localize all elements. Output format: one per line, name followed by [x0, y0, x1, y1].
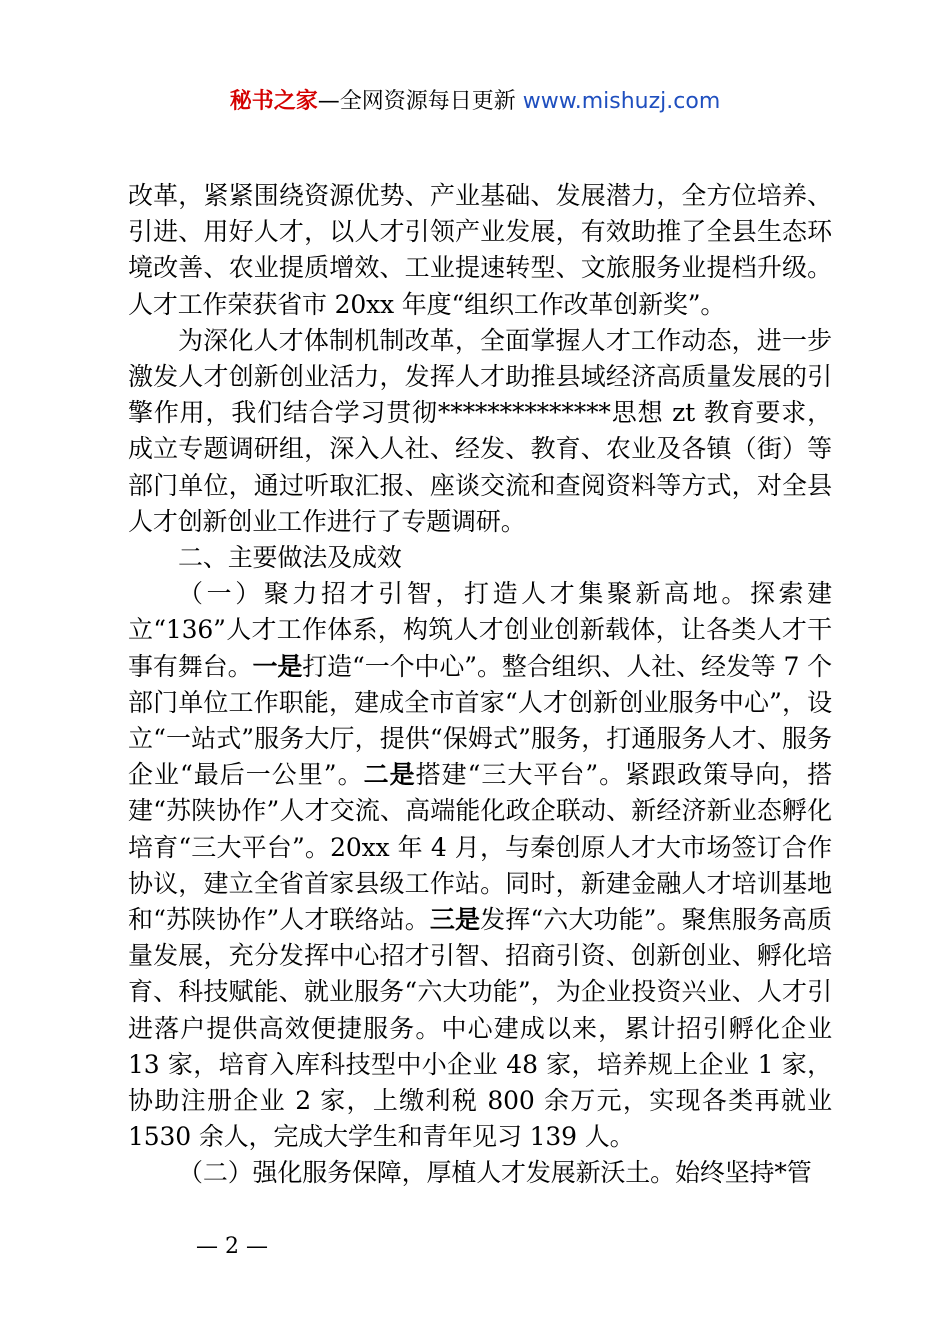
header-url-link[interactable]: www.mishuzj.com: [522, 89, 721, 114]
point-2-text: 搭建“三大平台”。紧跟政策导向，搭建“苏陕协作”人才交流、高端能化政企联动、新经济新业态孵化培育“三大平台”。20xx 年 4 月，与秦创原人才大市场签订合作协议，建立全省首家县级工作站。同时，新建金融人才培训基地和“苏陕协作”人才联络站。: [128, 760, 833, 935]
point-3-text: 发挥“六大功能”。聚焦服务高质量发展，充分发挥中心招才引智、招商引资、创新创业、孵化培育、科技赋能、就业服务“六大功能”，为企业投资兴业、人才引进落户提供高效便捷服务。中心建成以来，累计招引孵化企业 13 家，培育入库科技型中小企业 48 家，培养规上企业 1 家，协助注册企业 2 家，上缴利税 800 余万元，实现各类再就业 1530 余人，完成大学生和青年见习 139 人。: [128, 905, 832, 1152]
paragraph-3: [128, 576, 832, 1155]
point-1-label: 一是: [252, 651, 303, 681]
point-3-label: 三是: [429, 905, 481, 935]
header-slogan: —全网资源每日更新: [317, 89, 523, 114]
paragraph-3-intro: （一）聚力招才引智，打造人才集聚新高地。探索建立“136”人才工作体系，构筑人才创业创新载体，让各类人才干事有舞台。: [128, 579, 832, 681]
paragraph-4: （二）强化服务保障，厚植人才发展新沃土。始终坚持*管: [178, 1158, 812, 1188]
paragraph-1: 改革，紧紧围绕资源优势、产业基础、发展潜力，全方位培养、引进、用好人才，以人才引领产业发展，有效助推了全县生态环境改善、农业提质增效、工业提速转型、文旅服务业提档升级。人才工作荣获省市 20xx 年度“组织工作改革创新奖”。: [128, 181, 832, 319]
paragraph-2: 为深化人才体制机制改革，全面掌握人才工作动态，进一步激发人才创新创业活力，发挥人才助推县域经济高质量发展的引擎作用，我们结合学习贯彻**************思想 zt 教育要求，成立专题调研组，深入人社、经发、教育、农业及各镇（街）等部门单位，通过听取汇报、座谈交流和查阅资料等方式，对全县人才创新创业工作进行了专题调研。: [128, 325, 832, 536]
point-1-text: 打造“一个中心”。整合组织、人社、经发等 7 个部门单位工作职能，建成全市首家“人才创新创业服务中心”，设立“一站式”服务大厅，提供“保姆式”服务，打通服务人才、服务企业“最后一公里”。: [128, 651, 832, 790]
document-body: [128, 178, 832, 1192]
page-number: — 2 —: [196, 1234, 268, 1259]
header-brand: 秘书之家: [229, 89, 318, 114]
section-2-title: 二、主要做法及成效: [178, 543, 402, 573]
site-header-banner: [0, 86, 950, 118]
point-2-label: 二是: [363, 760, 416, 790]
